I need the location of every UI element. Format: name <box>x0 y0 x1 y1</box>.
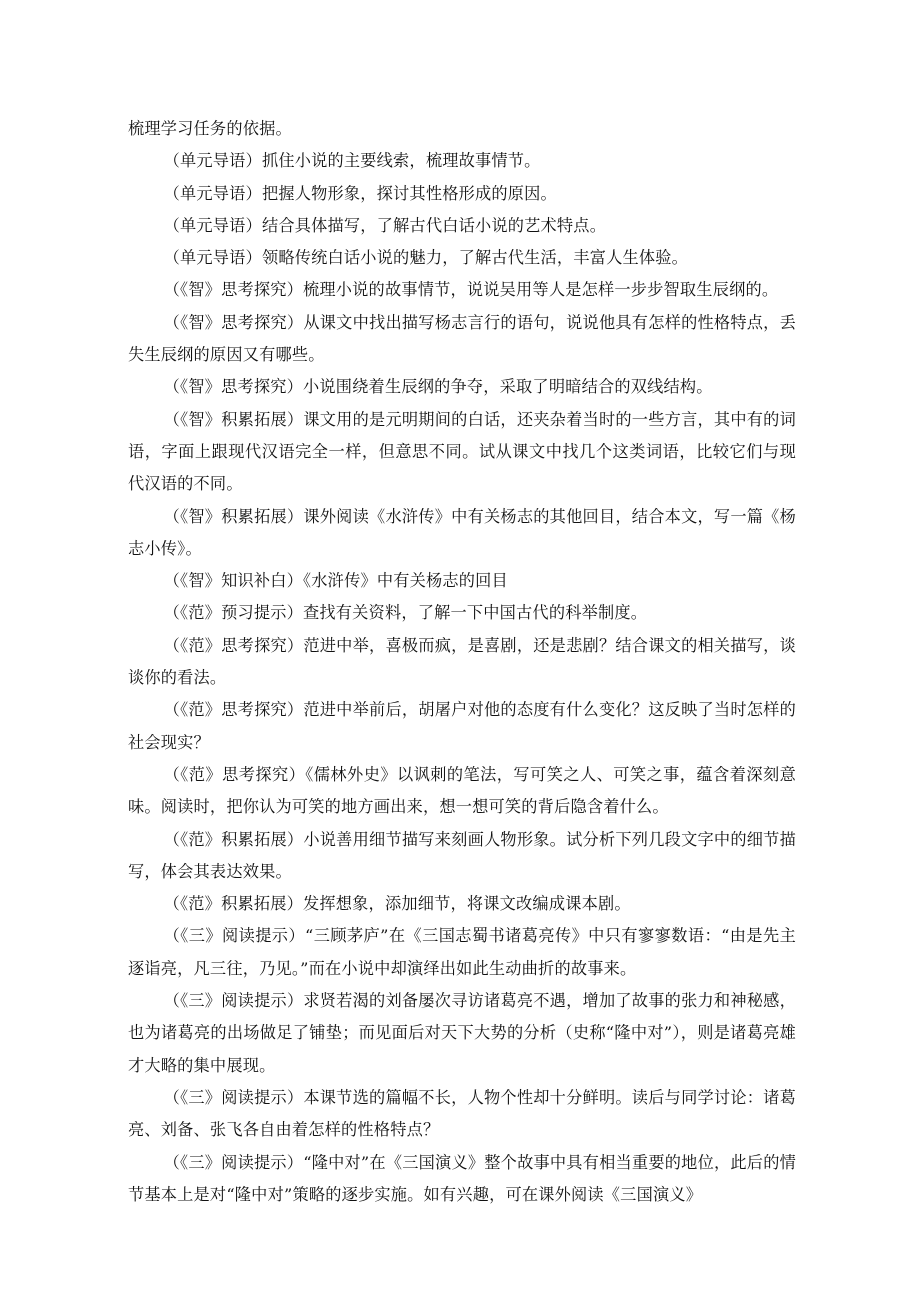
paragraph-unit-guide-4: （单元导语）领略传统白话小说的魅力，了解古代生活，丰富人生体验。 <box>163 248 689 268</box>
paragraph-san-reading-3: （《三》阅读提示）本课节选的篇幅不长，人物个性却十分鲜明。读后与同学讨论：诸葛亮、刘备、张飞各自由着怎样的性格特点？ <box>128 1087 796 1140</box>
paragraph-fan-extend-2: （《范》积累拓展）发挥想象，添加细节，将课文改编成课本剧。 <box>163 894 631 914</box>
paragraph-fan-extend-1: （《范》积累拓展）小说善用细节描写来刻画人物形象。试分析下列几段文字中的细节描写，体会其表达效果。 <box>128 829 796 881</box>
paragraph-fan-explore-2: （《范》思考探究）范进中举前后，胡屠户对他的态度有什么变化？这反映了当时怎样的社会现实？ <box>128 700 796 752</box>
paragraph-continuation: 梳理学习任务的依据。 <box>128 119 292 138</box>
paragraph-san-reading-4: （《三》阅读提示）“隆中对”在《三国演义》整个故事中具有相当重要的地位，此后的情节基本上是对“隆中对”策略的逐步实施。如有兴趣，可在课外阅读《三国演义》 <box>128 1152 796 1204</box>
paragraph-zhi-extend-1: （《智》积累拓展）课文用的是元明期间的白话，还夹杂着当时的一些方言，其中有的词语，字面上跟现代汉语完全一样，但意思不同。试从课文中找几个这类词语，比较它们与现代汉语的不同。 <box>128 409 796 494</box>
paragraph-unit-guide-2: （单元导语）把握人物形象，探讨其性格形成的原因。 <box>163 183 557 203</box>
paragraph-zhi-extend-2: （《智》积累拓展）课外阅读《水浒传》中有关杨志的其他回目，结合本文，写一篇《杨志小传》。 <box>128 506 796 558</box>
paragraph-fan-explore-3: （《范》思考探究）《儒林外史》以讽刺的笔法，写可笑之人、可笑之事，蕴含着深刻意味。阅读时，把你认为可笑的地方画出来，想一想可笑的背后隐含着什么。 <box>128 764 796 817</box>
paragraph-fan-preview: （《范》预习提示）查找有关资料，了解一下中国古代的科举制度。 <box>163 603 648 623</box>
paragraph-san-reading-1: （《三》阅读提示）“三顾茅庐”在《三国志蜀书诸葛亮传》中只有寥寥数语：“由是先主逐诣亮，凡三往，乃见。”而在小说中却演绎出如此生动曲折的故事来。 <box>128 926 796 978</box>
paragraph-fan-explore-1: （《范》思考探究）范进中举，喜极而疯，是喜剧，还是悲剧？结合课文的相关描写，谈谈你的看法。 <box>128 635 796 688</box>
document-body <box>128 113 796 1211</box>
paragraph-zhi-knowledge: （《智》知识补白）《水浒传》中有关杨志的回目 <box>163 571 508 591</box>
paragraph-unit-guide-1: （单元导语）抓住小说的主要线索，梳理故事情节。 <box>163 151 541 171</box>
paragraph-zhi-explore-1: （《智》思考探究）梳理小说的故事情节，说说吴用等人是怎样一步步智取生辰纲的。 <box>163 280 779 300</box>
paragraph-unit-guide-3: （单元导语）结合具体描写，了解古代白话小说的艺术特点。 <box>163 215 607 235</box>
paragraph-san-reading-2: （《三》阅读提示）求贤若渴的刘备屡次寻访诸葛亮不遇，增加了故事的张力和神秘感，也为诸葛亮的出场做足了铺垫；而见面后对天下大势的分析（史称“隆中对”），则是诸葛亮雄才大略的集中展现。 <box>128 991 796 1075</box>
paragraph-zhi-explore-2: （《智》思考探究）从课文中找出描写杨志言行的语句，说说他具有怎样的性格特点，丢失生辰纲的原因又有哪些。 <box>128 312 796 365</box>
paragraph-zhi-explore-3: （《智》思考探究）小说围绕着生辰纲的争夺，采取了明暗结合的双线结构。 <box>163 377 713 397</box>
